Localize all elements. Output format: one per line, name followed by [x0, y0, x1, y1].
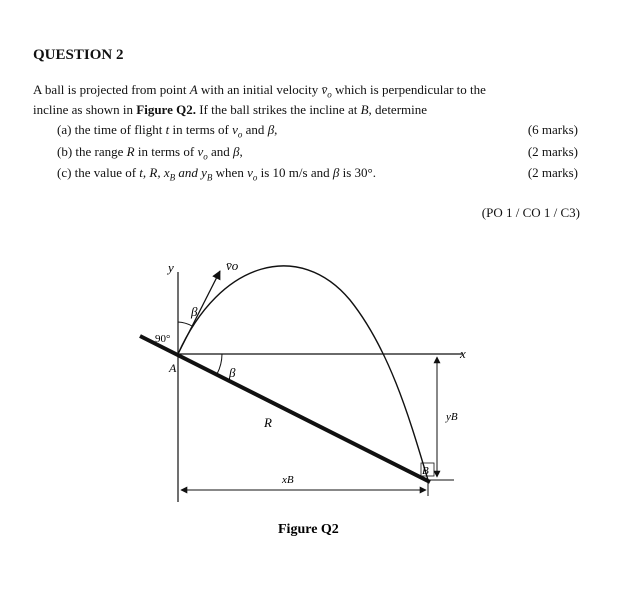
intro-line-2: incline as shown in Figure Q2. If the ball strikes the incline at B, determine — [33, 102, 428, 117]
po-co-label: (PO 1 / CO 1 / C3) — [481, 205, 580, 220]
beta-angle-arc-bottom — [217, 354, 222, 374]
right-angle-label: 90° — [155, 333, 171, 345]
xb-label: xB — [282, 474, 294, 486]
figure-caption: Figure Q2 — [278, 522, 339, 537]
part-a-marks: (6 marks) — [527, 122, 578, 137]
beta-angle-arc-top — [178, 322, 192, 326]
y-axis-label: y — [168, 260, 174, 275]
part-b-text: (b) the range R in terms of $v_o$ and β, — [57, 144, 243, 162]
part-a-text: (a) the time of flight t in terms of $v_o$ and β, — [57, 122, 278, 140]
point-a-label: A — [169, 361, 177, 375]
beta-top-label: β — [191, 304, 198, 319]
velocity-label: v̄o — [226, 258, 239, 273]
x-axis-label: x — [460, 346, 466, 361]
intro-line-1: A ball is projected from point A with an initial velocity $v̄_o$ which is perpendicular to the — [33, 82, 486, 100]
part-b-marks: (2 marks) — [527, 144, 578, 159]
point-b-label: B — [422, 465, 429, 477]
part-c-marks: (2 marks) — [527, 165, 578, 180]
incline-line — [140, 336, 430, 482]
range-label: R — [264, 415, 272, 430]
part-c-text: (c) the value of t, R, $x_B$ and $y_B$ when $v_o$ is 10 m/s and β is 30°. — [57, 165, 376, 183]
beta-bottom-label: β — [229, 365, 236, 380]
question-title: QUESTION 2 — [33, 47, 124, 63]
yb-label: yB — [446, 411, 458, 423]
